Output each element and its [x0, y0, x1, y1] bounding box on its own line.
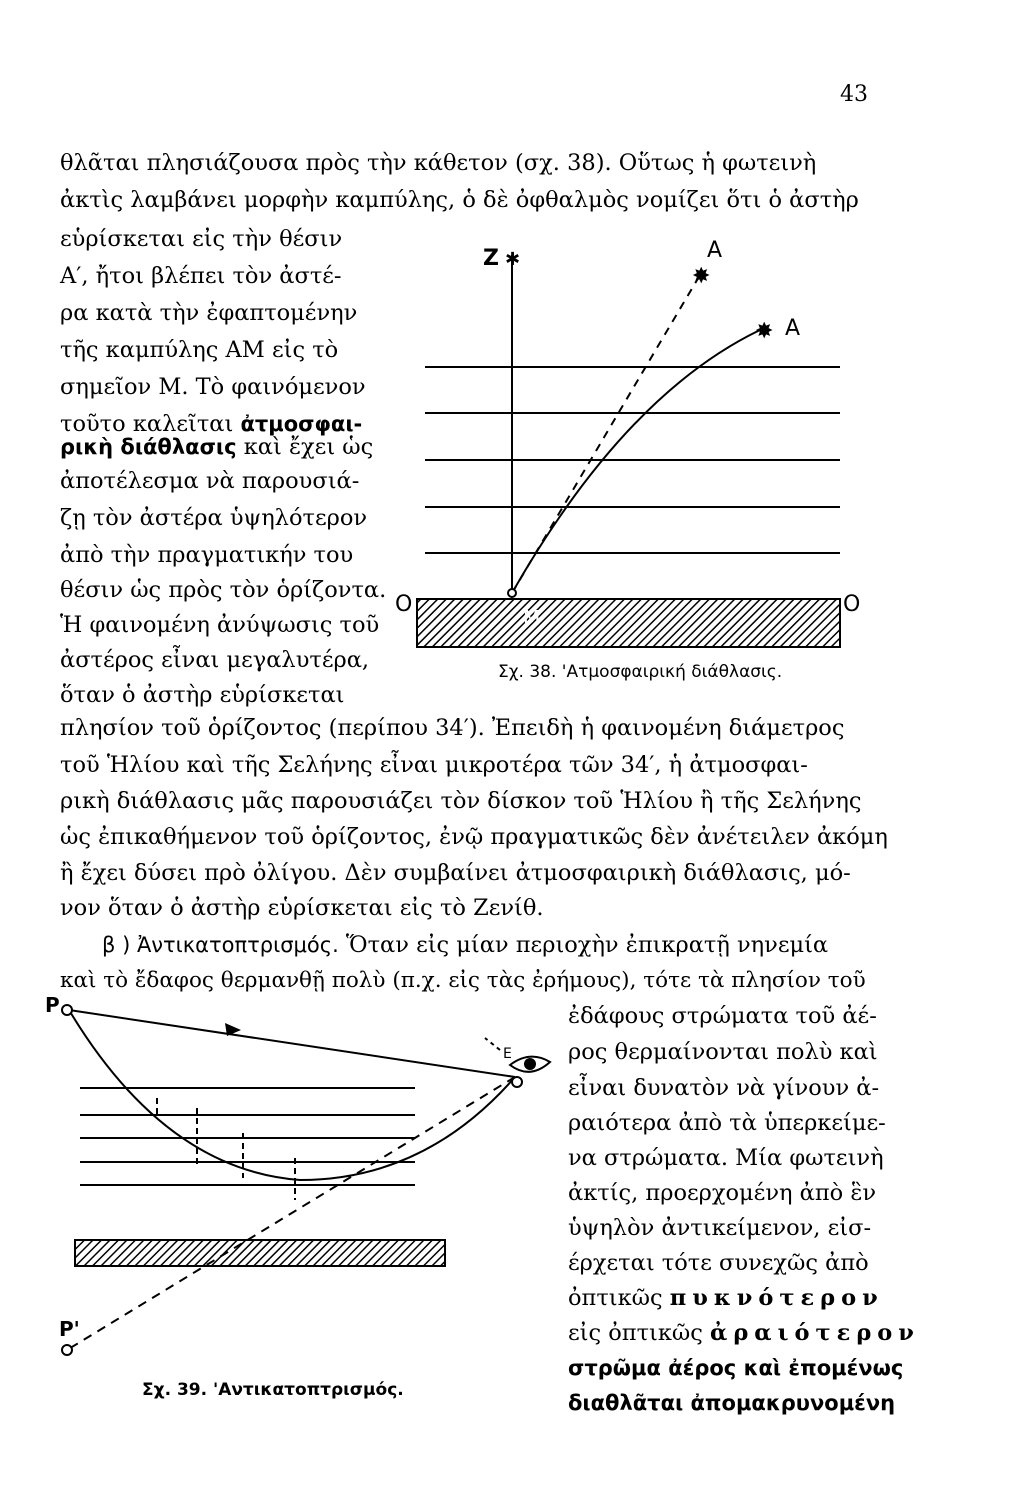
observer-point — [508, 589, 516, 597]
eye-icon — [510, 1057, 550, 1087]
spaced-word: πυκνότερον — [669, 1285, 884, 1311]
desert-ground — [75, 1240, 445, 1266]
label-real-star: A — [785, 316, 801, 341]
text-line: διαθλᾶται ἀπομακρυνομένη — [568, 1391, 896, 1415]
text-line: ρα κατὰ τὴν ἐφαπτομένην — [60, 300, 358, 326]
term-bold: ἀτμοσφαι- — [240, 412, 363, 436]
zenith-star-icon: ✱ — [505, 249, 521, 270]
text-line: ἀκτὶς λαμβάνει μορφὴν καμπύλης, ὁ δὲ ὀφθαλμὸς νομίζει ὅτι ὁ ἀστὴρ — [60, 187, 859, 213]
text-line: να στρώματα. Μία φωτεινὴ — [568, 1145, 884, 1171]
text-line: νον ὅταν ὁ ἀστὴρ εὑρίσκεται εἰς τὸ Ζενίθ. — [60, 895, 544, 921]
text-line: εὑρίσκεται εἰς τὴν θέσιν — [60, 226, 343, 252]
text-line: Ἡ φαινομένη ἀνύψωσις τοῦ — [60, 612, 380, 638]
label-horizon-right: O — [843, 592, 861, 617]
term-bold: ρικὴ διάθλασις — [60, 435, 237, 459]
text-fragment: εἰς ὀπτικῶς — [568, 1320, 703, 1346]
text-line: ἀπὸ τὴν πραγματικήν του — [60, 542, 354, 568]
label-apparent-star: A — [707, 238, 723, 263]
text-line: ρος θερμαίνονται πολὺ καὶ — [568, 1039, 878, 1065]
real-star-icon: ✸ — [755, 319, 774, 344]
label-observer: M — [523, 606, 541, 630]
text-line — [568, 1283, 884, 1313]
text-line: τῆς καμπύλης ΑΜ εἰς τὸ — [60, 337, 339, 363]
label-horizon-left: O — [395, 592, 413, 617]
text-line: έρχεται τότε συνεχῶς ἀπὸ — [568, 1250, 869, 1276]
apparent-ray-short — [485, 1038, 500, 1050]
figure-38-diagram — [395, 225, 861, 645]
text-line: ἐδάφους στρώματα τοῦ ἀέ- — [568, 1003, 877, 1029]
label-image: P' — [59, 1317, 80, 1341]
text-line: σημεῖον Μ. Τὸ φαινόμενον — [60, 374, 366, 400]
text-fragment: Ὅταν εἰς μίαν περιοχὴν ἐπικρατῇ νηνεμία — [345, 932, 829, 958]
text-line — [568, 1318, 920, 1348]
section-heading: β ) Ἀντικατοπτρισμός. — [102, 933, 339, 957]
page-number: 43 — [840, 82, 868, 107]
label-eye: E — [503, 1046, 512, 1062]
text-line: τοῦ Ἡλίου καὶ τῆς Σελήνης εἶναι μικροτέρα τῶν 34′, ἡ ἀτμοσφαι- — [60, 752, 808, 778]
text-line: εἶναι δυνατὸν νὰ γίνουν ἀ- — [568, 1075, 880, 1101]
text-line: θέσιν ὡς πρὸς τὸν ὁρίζοντα. — [60, 577, 387, 603]
text-line: θλᾶται πλησιάζουσα πρὸς τὴν κάθετον (σχ. 38). Οὕτως ἡ φωτεινὴ — [60, 150, 817, 176]
figure-38-caption: Σχ. 38. 'Ατμοσφαιρική διάθλασις. — [498, 662, 783, 682]
text-fragment: τοῦτο καλεῖται — [60, 411, 234, 437]
text-line: ἀστέρος εἶναι μεγαλυτέρα, — [60, 647, 370, 673]
text-line: ρικὴ διάθλασις μᾶς παρουσιάζει τὸν δίσκον τοῦ Ἡλίου ἢ τῆς Σελήνης — [60, 788, 862, 814]
text-line: ἀποτέλεσμα νὰ παρουσιά- — [60, 468, 360, 494]
text-line: ραιότερα ἀπὸ τὰ ὑπερκείμε- — [568, 1110, 886, 1136]
text-line — [60, 432, 373, 462]
text-line: στρῶμα ἀέρος καὶ ἐπομένως — [568, 1356, 904, 1380]
spaced-word: ἀραιότερον — [710, 1320, 920, 1346]
image-point — [62, 1345, 72, 1355]
apparent-ray — [67, 1077, 515, 1350]
text-line: Α′, ἤτοι βλέπει τὸν ἀστέ- — [60, 263, 342, 289]
text-line: ὅταν ὁ ἀστὴρ εὑρίσκεται — [60, 682, 345, 708]
text-line: ζῃ τὸν ἀστέρα ὑψηλότερον — [60, 505, 368, 531]
text-line: ὡς ἐπικαθήμενον τοῦ ὁρίζοντος, ἐνῷ πραγματικῶς δὲν ἀνέτειλεν ἀκόμη — [60, 824, 888, 850]
mirage-ray — [69, 1010, 515, 1180]
text-fragment: καὶ ἔχει ὡς — [243, 434, 374, 460]
direct-ray — [69, 1010, 515, 1077]
figure-39-diagram — [45, 990, 565, 1380]
figure-39-caption: Σχ. 39. 'Αντικατοπτρισμός. — [142, 1380, 404, 1400]
text-line: ἀκτίς, προερχομένη ἀπὸ ἓν — [568, 1180, 877, 1206]
text-line: πλησίον τοῦ ὁρίζοντος (περίπου 34′). Ἐπειδὴ ἡ φαινομένη διάμετρος — [60, 715, 845, 741]
text-line: καὶ τὸ ἔδαφος θερμανθῇ πολὺ (π.χ. εἰς τὰς ἐρήμους), τότε τὰ πλησίον τοῦ — [60, 968, 866, 993]
text-line — [102, 930, 828, 960]
label-zenith: Z — [483, 246, 499, 271]
object-point — [62, 1005, 72, 1015]
text-line: ὑψηλὸν ἀντικείμενον, εἰσ- — [568, 1215, 872, 1241]
label-object: P — [45, 993, 60, 1017]
text-fragment: ὀπτικῶς — [568, 1285, 663, 1311]
ground-hatch — [417, 599, 840, 647]
text-line: ἢ ἔχει δύσει πρὸ ὀλίγου. Δὲν συμβαίνει ἀτμοσφαιρικὴ διάθλασις, μό- — [60, 860, 851, 886]
apparent-star-icon: ✸ — [692, 264, 711, 289]
